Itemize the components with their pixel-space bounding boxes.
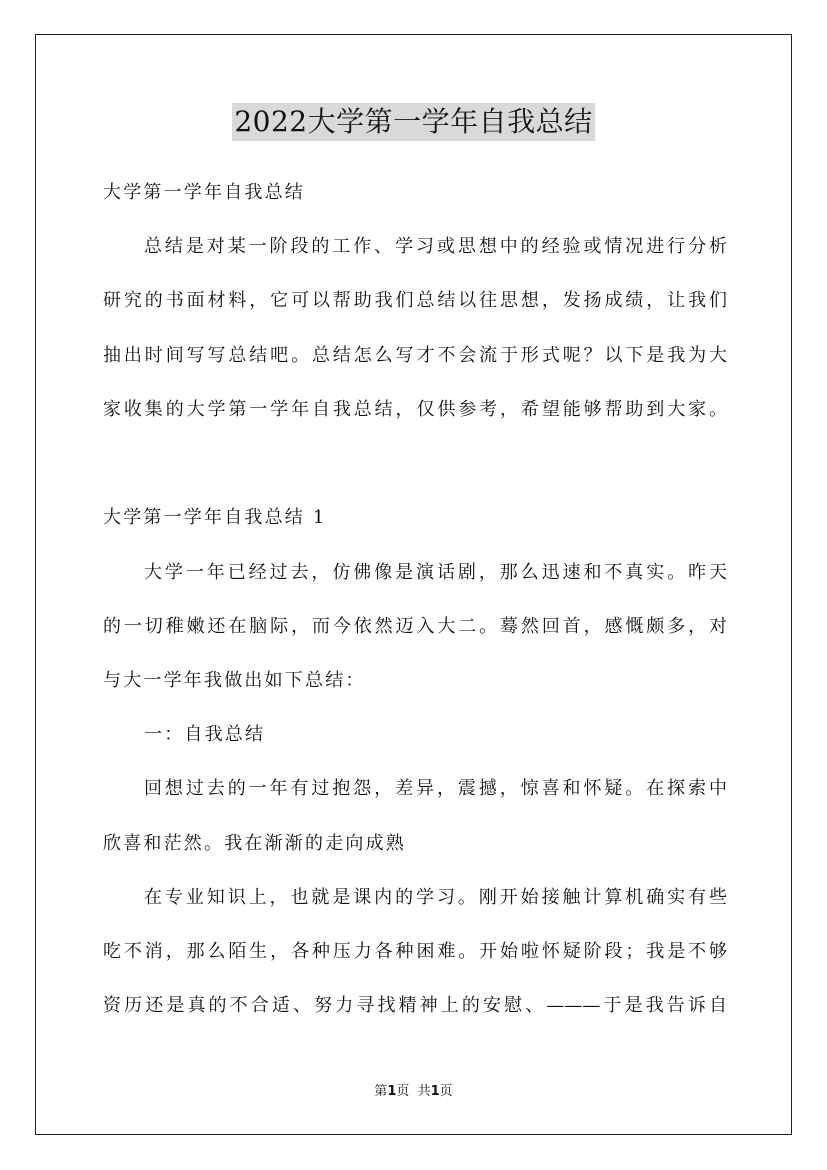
intro-line-4: 家收集的大学第一学年自我总结，仅供参考，希望能够帮助到大家。 <box>103 399 727 420</box>
page-footer <box>0 1083 827 1101</box>
footer-page-number: 1 <box>387 1084 397 1099</box>
section-heading: 大学第一学年自我总结 1 <box>103 507 327 528</box>
intro-line-1: 总结是对某一阶段的工作、学习或思想中的经验或情况进行分析 <box>144 236 727 257</box>
title-container <box>0 103 827 141</box>
footer-suffix: 页 <box>439 1084 453 1099</box>
intro-line-3: 抽出时间写写总结吧。总结怎么写才不会流于形式呢？以下是我为大 <box>103 345 727 366</box>
para3-line-3: 资历还是真的不合适、努力寻找精神上的安慰、———于是我告诉自 <box>103 995 727 1016</box>
footer-mid: 页 共 <box>396 1084 431 1099</box>
para1-line-1: 大学一年已经过去，仿佛像是演话剧，那么迅速和不真实。昨天 <box>144 562 727 583</box>
sub-heading: 一：自我总结 <box>144 724 266 745</box>
para3-line-2: 吃不消，那么陌生，各种压力各种困难。开始啦怀疑阶段；我是不够 <box>103 941 727 962</box>
para3-line-1: 在专业知识上，也就是课内的学习。刚开始接触计算机确实有些 <box>144 887 727 908</box>
para2-line-2: 欣喜和茫然。我在渐渐的走向成熟 <box>103 833 406 854</box>
para1-line-2: 的一切稚嫩还在脑际，而今依然迈入大二。蓦然回首，感慨颇多，对 <box>103 616 727 637</box>
para2-line-1: 回想过去的一年有过抱怨，差异，震撼，惊喜和怀疑。在探索中 <box>144 778 727 799</box>
document-subtitle: 大学第一学年自我总结 <box>103 182 305 203</box>
footer-total-pages: 1 <box>430 1084 440 1099</box>
intro-line-2: 研究的书面材料，它可以帮助我们总结以往思想，发扬成绩，让我们 <box>103 290 727 311</box>
footer-prefix: 第 <box>374 1084 388 1099</box>
document-title: 2022大学第一学年自我总结 <box>232 103 594 141</box>
para1-line-3: 与大一学年我做出如下总结： <box>103 670 366 691</box>
